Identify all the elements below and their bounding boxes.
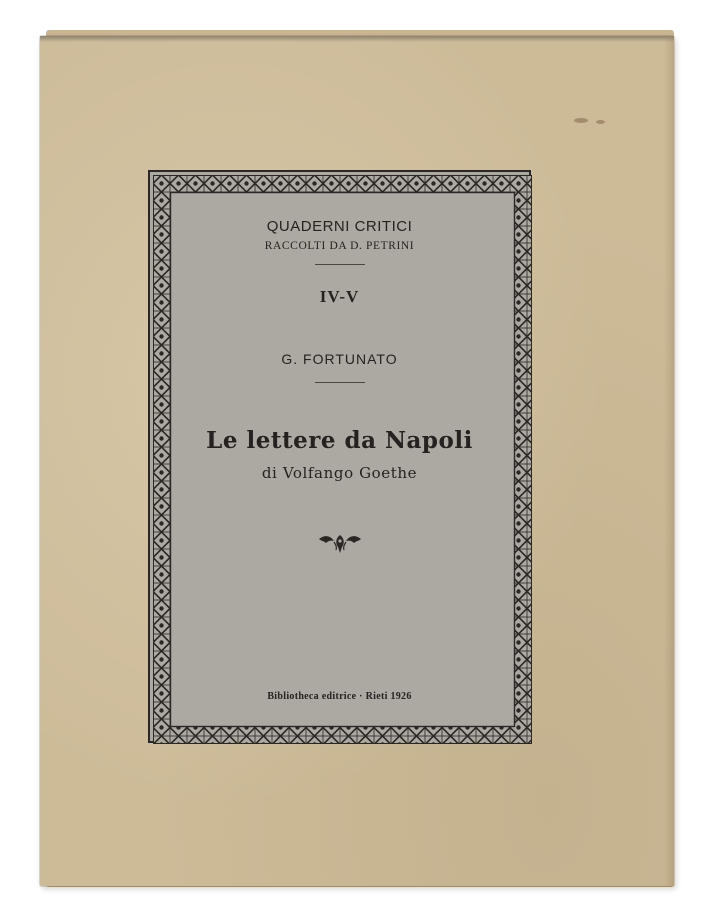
divider-rule: [315, 382, 365, 383]
volume-number: IV-V: [319, 287, 360, 306]
publisher-imprint: Bibliotheca editrice · Rieti 1926: [267, 691, 412, 702]
author-name: G. FORTUNATO: [281, 351, 398, 367]
book-subtitle: di Volfango Goethe: [261, 464, 418, 482]
book-title: Le lettere da Napoli: [206, 427, 473, 454]
title-panel-content: [172, 194, 507, 719]
cover-right-edge: [664, 36, 674, 886]
foxing-spot: [596, 120, 605, 124]
printed-title-panel: [148, 170, 531, 743]
divider-rule: [315, 264, 365, 265]
fleuron-ornament-icon: [317, 532, 363, 554]
cover-top-edge: [40, 36, 674, 42]
series-title: QUADERNI CRITICI: [266, 218, 413, 235]
foxing-spot: [574, 118, 588, 123]
series-subtitle: RACCOLTI DA D. PETRINI: [264, 240, 415, 252]
